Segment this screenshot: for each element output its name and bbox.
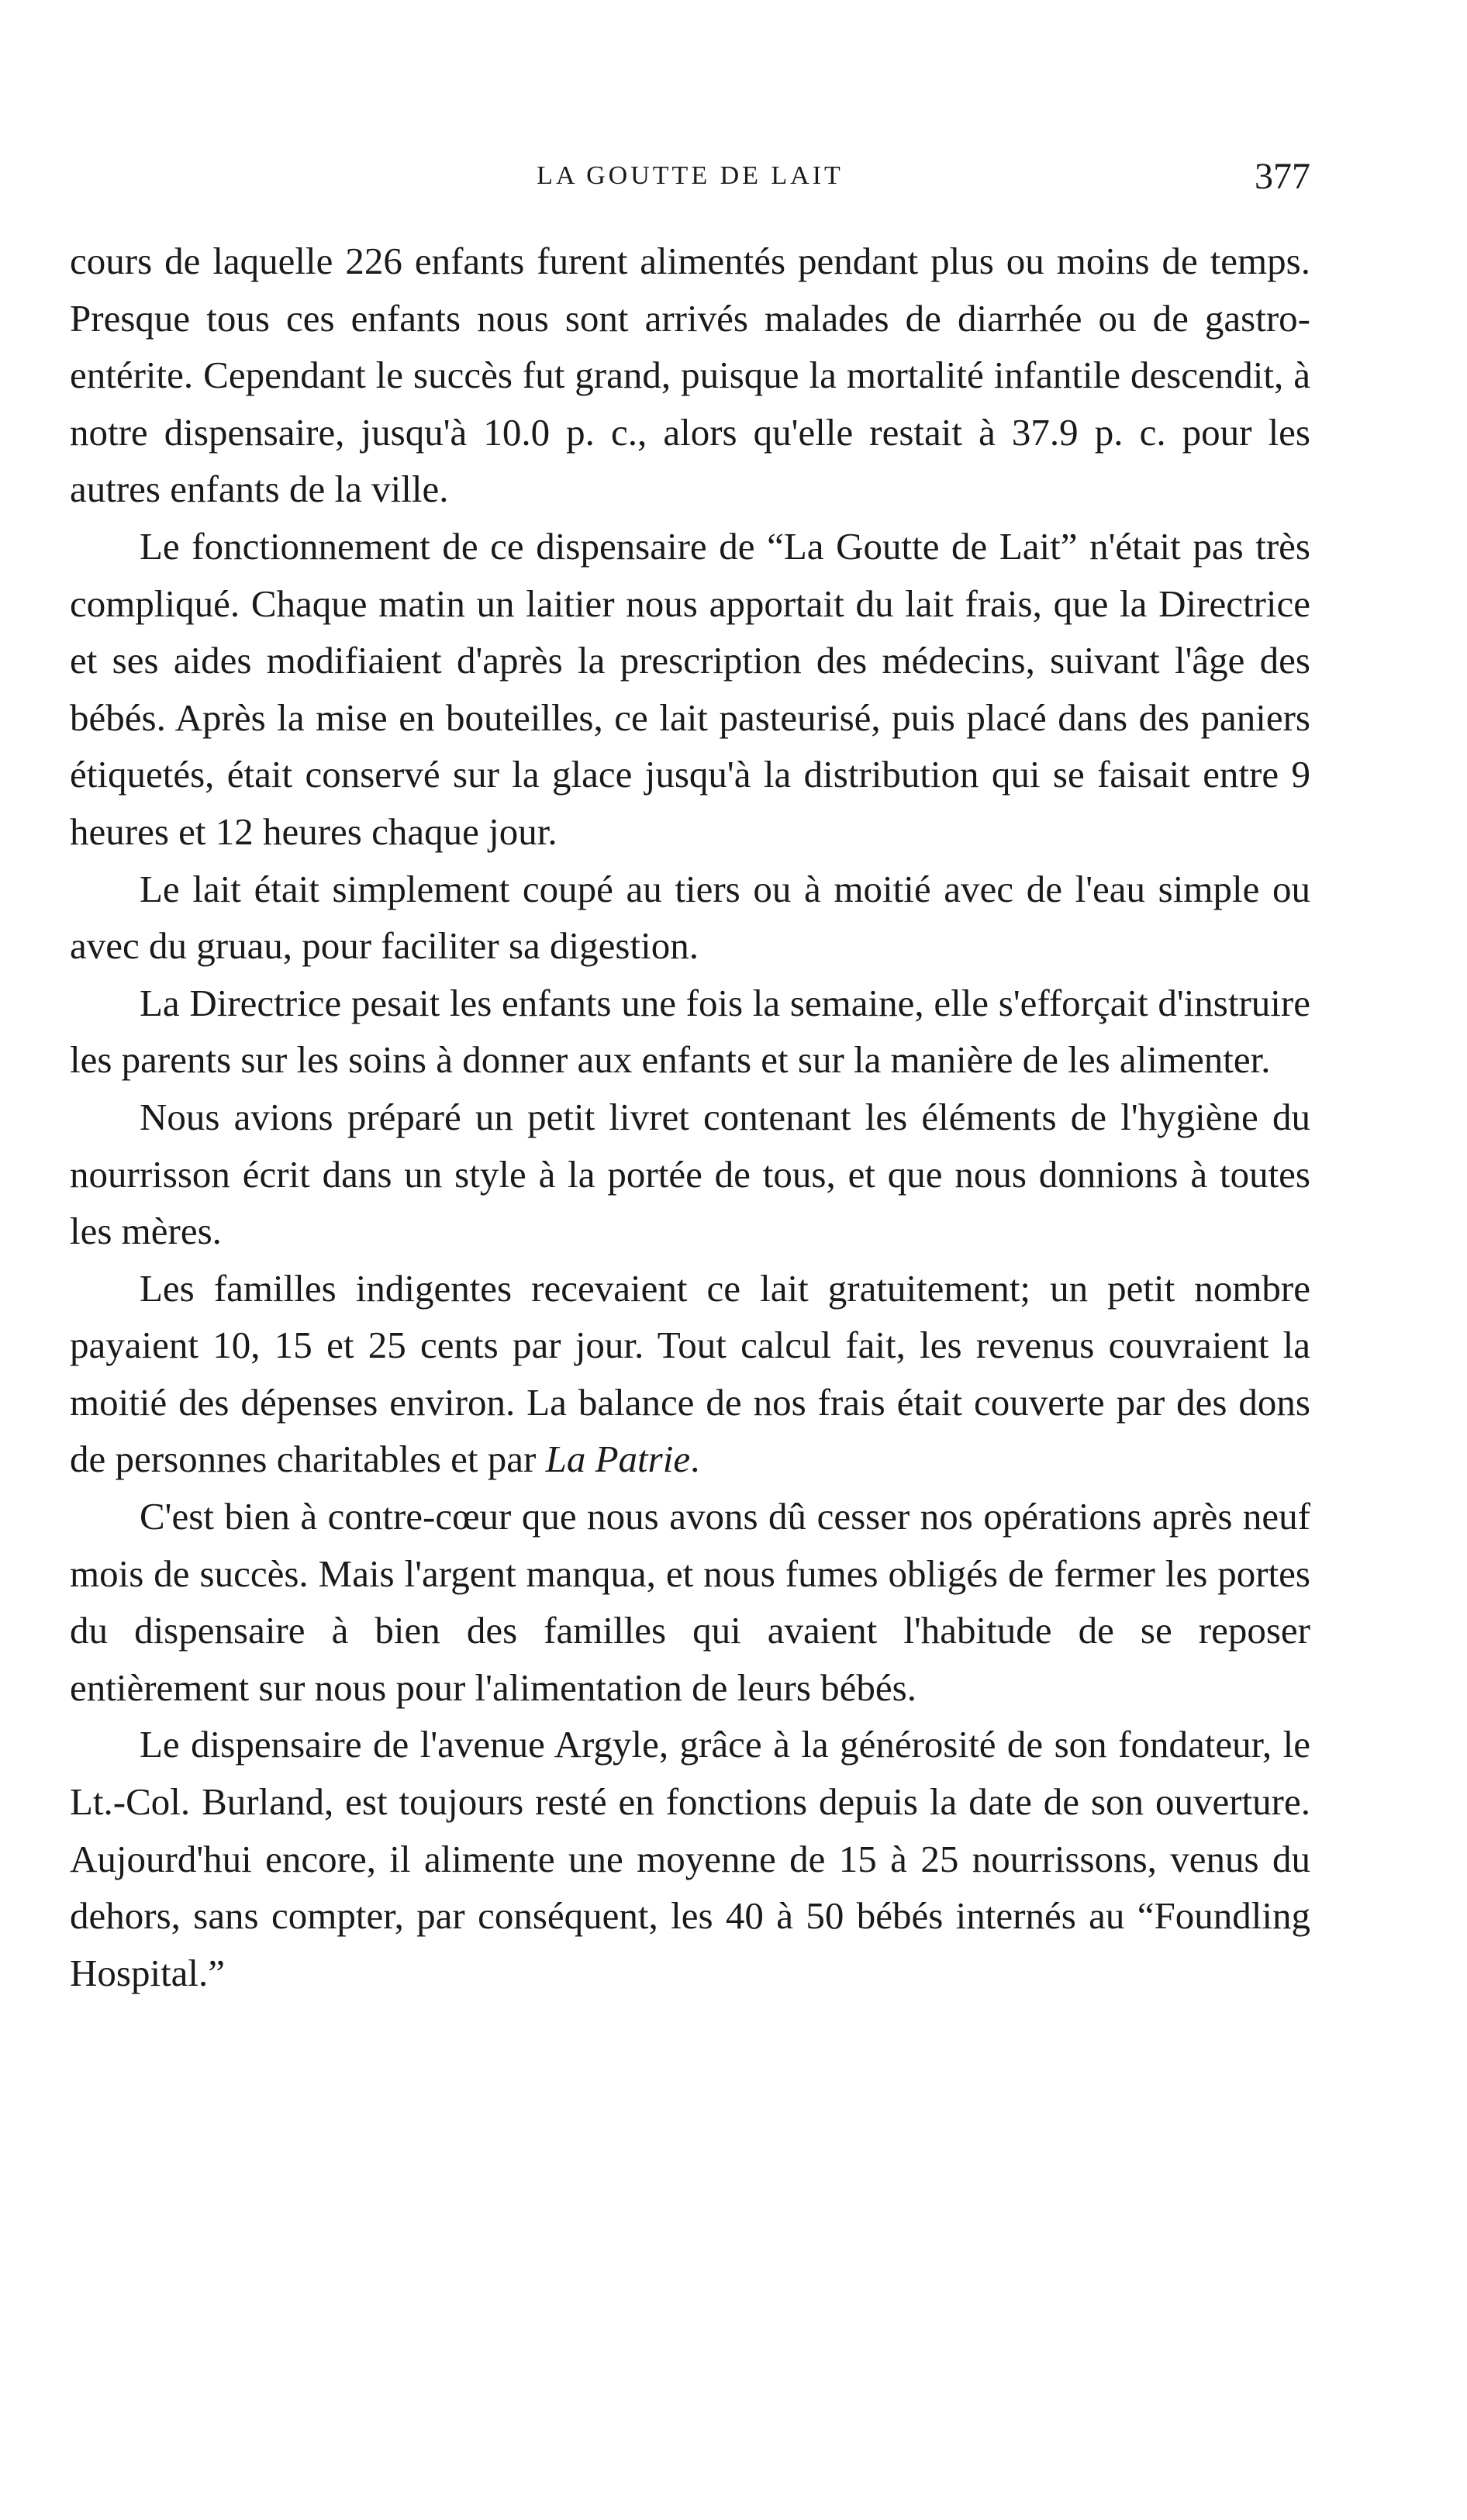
paragraph: Le lait était simplement coupé au tiers ou à moitié avec de l'eau simple ou avec du gruau, pour faciliter sa digestion. bbox=[70, 867, 1310, 968]
paragraph bbox=[70, 1260, 1310, 1488]
page-number: 377 bbox=[1255, 156, 1310, 197]
paragraph-text: . bbox=[690, 1438, 700, 1481]
paragraph-text: Les familles indigentes recevaient ce lait gratuitement; un petit nombre payaient 10, 15 et 25 cents par jour. Tout calcul fait, les revenus couvraient la moitié des dépenses environ. La balance de nos frais était couverte par des dons de personnes charitables et par bbox=[70, 1266, 1310, 1481]
paragraph: La Directrice pesait les enfants une fois la semaine, elle s'efforçait d'instruire les parents sur les soins à donner aux enfants et sur la manière de les alimenter. bbox=[70, 981, 1310, 1082]
running-header bbox=[70, 155, 1310, 202]
paragraph: Le dispensaire de l'avenue Argyle, grâce à la générosité de son fondateur, le Lt.-Col. Burland, est toujours resté en fonctions depuis la date de son ouverture. Aujourd'hui encore, il alimente une moyenne de 15 à 25 nourrissons, venus du dehors, sans compter, par conséquent, les 40 à 50 bébés internés au “Foundling Hospital.” bbox=[70, 1723, 1310, 1994]
newspaper-title: La Patrie bbox=[545, 1438, 691, 1481]
paragraph: C'est bien à contre-cœur que nous avons dû cesser nos opérations après neuf mois de succès. Mais l'argent manqua, et nous fumes obligés de fermer les portes du dispensaire à bien des familles qui avaient l'habitude de se reposer entièrement sur nous pour l'alimentation de leurs bébés. bbox=[70, 1495, 1310, 1709]
paragraph-continued: cours de laquelle 226 enfants furent alimentés pendant plus ou moins de temps. Presque tous ces enfants nous sont arrivés malades de diarrhée ou de gastro-entérite. Cependant le succès fut grand, puisque la mortalité infantile descendit, à notre dispensaire, jusqu'à 10.0 p. c., alors qu'elle restait à 37.9 p. c. pour les autres enfants de la ville. bbox=[70, 240, 1310, 511]
body-text bbox=[70, 233, 1310, 2001]
running-title: LA GOUTTE DE LAIT bbox=[537, 161, 844, 190]
paragraph: Le fonctionnement de ce dispensaire de “La Goutte de Lait” n'était pas très compliqué. Chaque matin un laitier nous apportait du lait frais, que la Directrice et ses aides modifiaient d'après la prescription des médecins, suivant l'âge des bébés. Après la mise en bouteilles, ce lait pasteurisé, puis placé dans des paniers étiquetés, était conservé sur la glace jusqu'à la distribution qui se faisait entre 9 heures et 12 heures chaque jour. bbox=[70, 524, 1310, 853]
paragraph: Nous avions préparé un petit livret contenant les éléments de l'hygiène du nourrisson écrit dans un style à la portée de tous, et que nous donnions à toutes les mères. bbox=[70, 1095, 1310, 1253]
